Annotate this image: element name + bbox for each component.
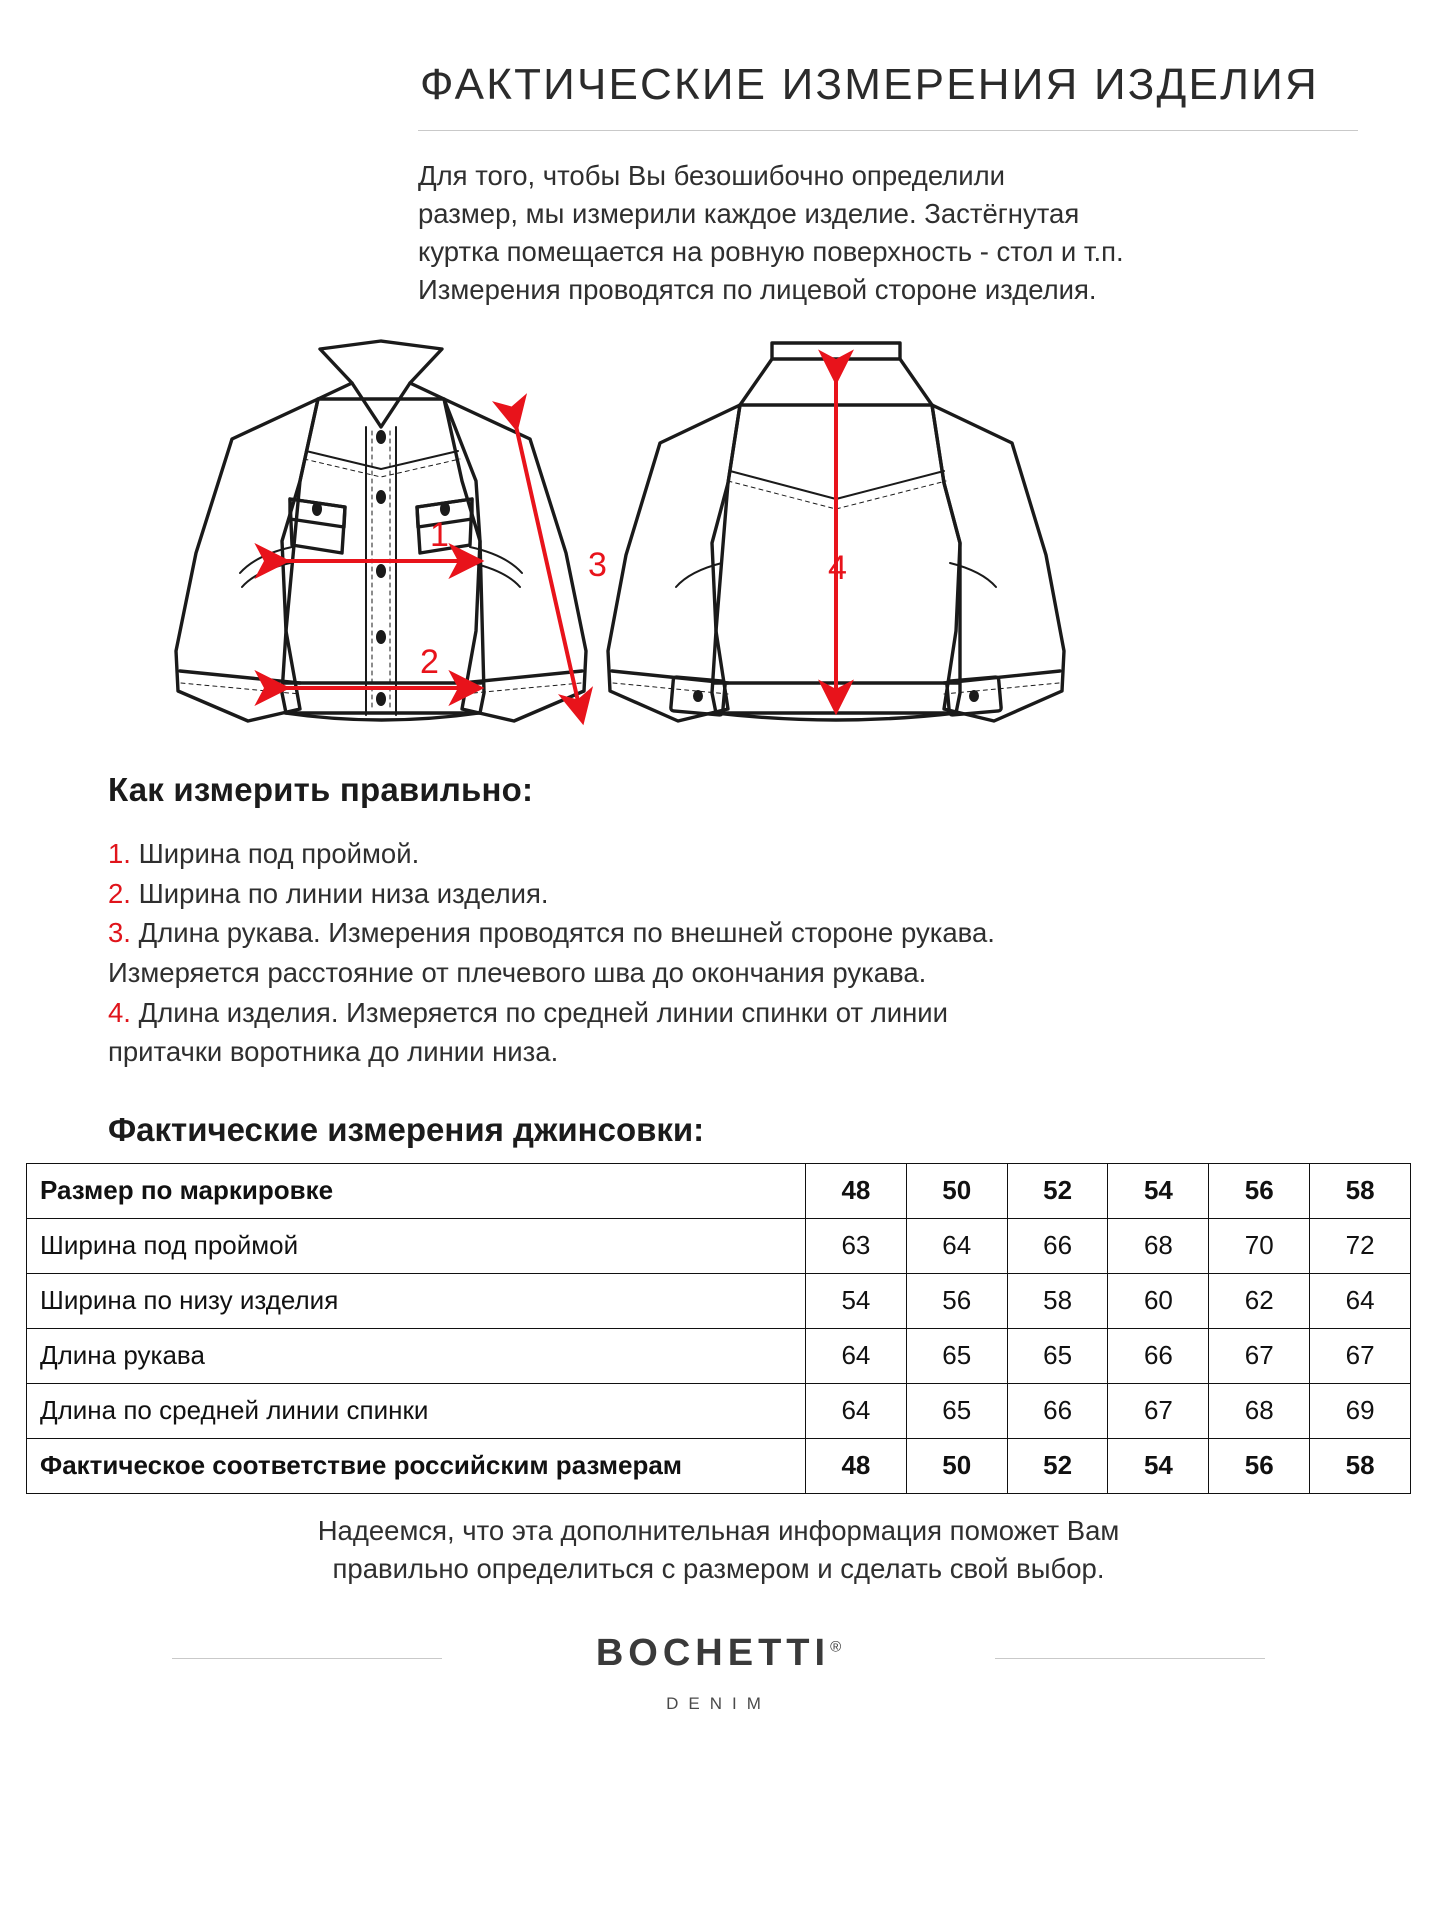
table-header-label: Размер по маркировке [27,1163,806,1218]
cell: 64 [806,1383,907,1438]
outro-line: правильно определиться с размером и сделать свой выбор. [332,1552,1105,1584]
cell: 63 [806,1218,907,1273]
step-number: 4. [108,996,131,1028]
size-header-cell: 52 [1007,1163,1108,1218]
cell: 67 [1209,1328,1310,1383]
how-to-item-2 [108,875,1298,913]
cell: 66 [1007,1218,1108,1273]
size-header-cell: 50 [906,1163,1007,1218]
table-heading: Фактические измерения джинсовки: [108,1110,705,1148]
marker-label-1: 1 [430,515,449,554]
step-number: 1. [108,837,131,869]
size-header-cell: 58 [1310,1163,1411,1218]
table-row-russian-sizes [27,1438,1411,1493]
cell: 68 [1108,1218,1209,1273]
row-label: Длина рукава [27,1328,806,1383]
cell: 66 [1007,1383,1108,1438]
step-number: 3. [108,917,131,949]
cell: 64 [906,1218,1007,1273]
step-number: 2. [108,877,131,909]
cell: 58 [1310,1438,1411,1493]
page-title: ФАКТИЧЕСКИЕ ИЗМЕРЕНИЯ ИЗДЕЛИЯ [420,60,1319,109]
how-to-heading: Как измерить правильно: [108,770,534,808]
table-row [27,1273,1411,1328]
row-label: Длина по средней линии спинки [27,1383,806,1438]
cell: 60 [1108,1273,1209,1328]
brand-name: BOCHETTI [595,1631,831,1674]
marker-label-2: 2 [420,642,439,681]
intro-line: размер, мы измерили каждое изделие. Застёгнутая [418,198,1080,230]
outro-paragraph [0,1512,1437,1588]
cell: 68 [1209,1383,1310,1438]
cell: 54 [806,1273,907,1328]
intro-line: Измерения проводятся по лицевой стороне изделия. [418,274,1097,305]
table-row [27,1328,1411,1383]
registered-mark-icon: ® [830,1638,842,1656]
measurement-diagram [0,331,1437,761]
cell: 70 [1209,1218,1310,1273]
step-text: Ширина под проймой. [138,837,420,869]
cell: 72 [1310,1218,1411,1273]
cell: 48 [806,1438,907,1493]
cell: 65 [906,1328,1007,1383]
cell: 69 [1310,1383,1411,1438]
table-header-row [27,1163,1411,1218]
header [0,0,1437,309]
step-text: Длина изделия. Измеряется по средней линии спинки от линии [138,996,949,1028]
marker-label-4: 4 [828,548,847,587]
cell: 58 [1007,1273,1108,1328]
step-text: притачки воротника до линии низа. [108,1036,559,1068]
intro-line: куртка помещается на ровную поверхность - стол и т.п. [418,236,1124,268]
button-marks [312,430,979,706]
cell: 54 [1108,1438,1209,1493]
table-row [27,1383,1411,1438]
cell: 66 [1108,1328,1209,1383]
step-text: Измеряется расстояние от плечевого шва до окончания рукава. [108,956,927,988]
step-text: Длина рукава. Измерения проводятся по внешней стороне рукава. [138,917,995,949]
intro-paragraph [418,157,1348,309]
how-to-item-1 [108,835,1298,873]
cell: 52 [1007,1438,1108,1493]
row-label: Ширина под проймой [27,1218,806,1273]
marker-label-3: 3 [588,545,607,584]
size-header-cell: 56 [1209,1163,1310,1218]
row-label: Ширина по низу изделия [27,1273,806,1328]
size-header-cell: 54 [1108,1163,1209,1218]
table-row [27,1218,1411,1273]
how-to-item-3-cont [108,954,1298,992]
row-label: Фактическое соответствие российским размерам [27,1438,806,1493]
cell: 56 [906,1273,1007,1328]
cell: 67 [1108,1383,1209,1438]
brand-subtitle: DENIM [666,1693,771,1713]
cell: 65 [1007,1328,1108,1383]
how-to-item-4-cont [108,1033,1298,1071]
size-table [26,1163,1411,1494]
size-header-cell: 48 [806,1163,907,1218]
intro-line: Для того, чтобы Вы безошибочно определили [418,160,1006,192]
step-text: Ширина по линии низа изделия. [138,877,549,909]
cell: 62 [1209,1273,1310,1328]
cell: 67 [1310,1328,1411,1383]
cell: 65 [906,1383,1007,1438]
how-to-item-4 [108,994,1298,1032]
how-to-item-3 [108,914,1298,952]
header-divider [418,130,1358,131]
cell: 56 [1209,1438,1310,1493]
cell: 64 [806,1328,907,1383]
footer [0,1632,1437,1752]
cell: 64 [1310,1273,1411,1328]
cell: 50 [906,1438,1007,1493]
front-jacket-illustration [176,341,586,721]
outro-line: Надеемся, что эта дополнительная информация поможет Вам [317,1514,1120,1546]
brand-logo [0,1632,1437,1675]
how-to-list [108,835,1298,1071]
